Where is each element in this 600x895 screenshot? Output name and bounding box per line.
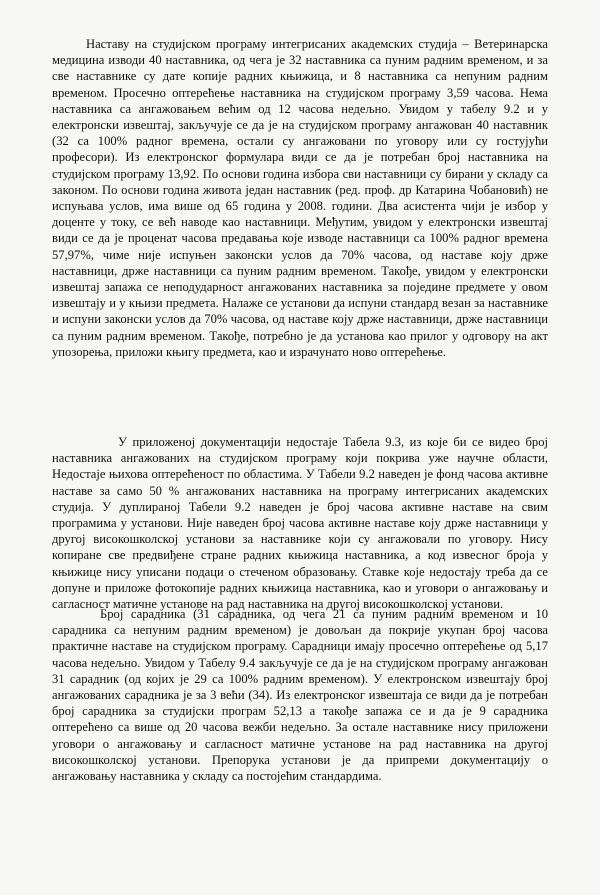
paragraph-missing-documentation: У приложеној документацији недостаје Табела 9.3, из које би се видео број наставника ангажованих на студијском програму који покрива уже научне области, Недостаје њихова оптерећеност по областима. У Табели 9.2 наведен је фонд часова активне наставе за само 50 % ангажованих наставника на програму интегрисаних академских студија. У дуплираној Табели 9.2 наведен је број часова активне наставе на свим програмима у установи. Није наведен број часова активне наставе коју држе наставници у другој високошколској установи за наставнике који су ангажовали по уговору. Нису копиране све предвиђене стране радних књижица наставника, а код извесног броја у књижице нису уписани подаци о стеченом образовању. Ставке које недостају треба да се допуне и приложе фотокопије радних књижица наставника, као и уговори о ангажовању и сагласност матичне установе на рад наставника на другој високошколској установи. bbox=[52, 435, 548, 612]
paragraph-associates: Број сарадника (31 сарадника, од чега 21 са пуним радним временом и 10 сарадника са непуним радним временом) је довољан да покрије укупан број часова практичне наставе на студијском програму. Сарадници имају просечно оптерећење од 5,17 часова недељно. Увидом у Табелу 9.4 закључује се да је на студијском програму ангажован 31 сарадник (од којих је 29 са 100% радним временом). У електронском извештају број ангажованих сарадника је за 3 већи (34). Из електронског извештаја се види да је потребан број сарадника за студијски програм 52,13 а такође запажа се и да је 9 сарадника оптерећено са више од 20 часова вежби недељно. За остале наставнике нису приложени уговори о ангажовању и сагласност матичне установе на рад наставника на другој високошколској установи. Препорука установи је да припреми документацију о ангажовању наставника у складу са постојећим стандардима. bbox=[52, 607, 548, 784]
paragraph-teachers: Наставу на студијском програму интегрисаних академских студија – Ветеринарска медицина изводи 40 наставника, од чега је 32 наставника са пуним радним временом, и за све наставнике су дате копије радних књижица, и 8 наставника са непуним радним временом. Просечно оптерећење наставника на студијском програму 3,59 часова. Нема наставника са ангажовањем већим од 12 часова недељно. Увидом у табелу 9.2 и у електронски извештај, закључује се да је на студијском програму ангажован 40 наставник (32 са 100% радног времена, остали су ангажовани по уговору или су гостујући професори). Из електронског формулара види се да је потребан број наставника на студијском програму 13,92. По основи година избора сви наставници су бирани у складу са законом. По основи година живота један наставник (ред. проф. др Катарина Чобановић) не испуњава услов, има више од 65 година у 2008. години. Два асистента чији је избор у доценте у току, се већ наводе као наставници. Међутим, увидом у електронски извештај види се да је проценат часова предавања које изводе наставници са 100% радног времена 57,97%, чиме није испуњен законски услов да 70% часова, од наставе коју држе наставници, држе наставници са пуним радним временом. Такође, увидом у електронски извештај запажа се неподударност ангажованих наставника за поједине предмете у овом извештају и у књизи предмета. Налаже се установи да испуни стандард везан за наставнике и испуни законски услов да 70% часова, од наставе коју држе наставници, држе наставници са пуним радним временом. Такође, потребно је да установа као прилог у одговору на акт упозорења, приложи књигу предмета, као и израчунато ново оптерећење. bbox=[52, 37, 548, 359]
